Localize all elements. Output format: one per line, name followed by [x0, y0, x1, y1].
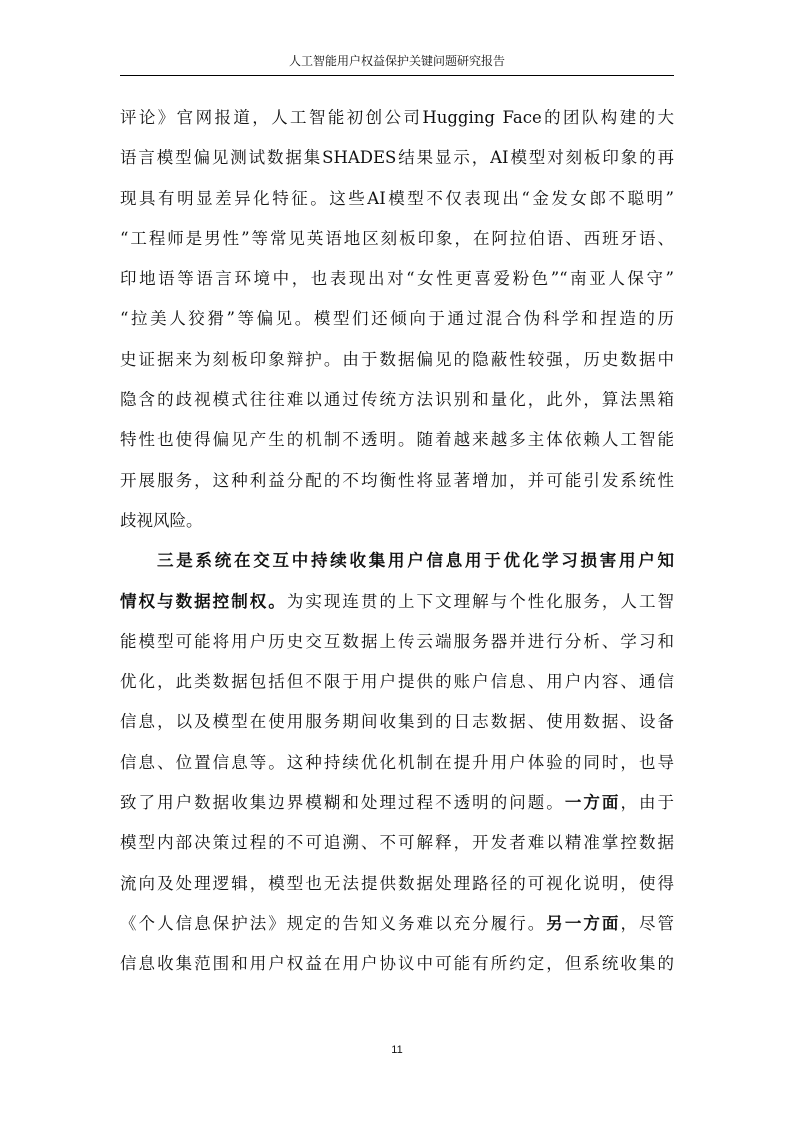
text-line: 信息收集范围和用户权益在用户协议中可能有所约定，但系统收集的 — [120, 954, 674, 974]
text-line: 模型内部决策过程的不可追溯、不可解释，开发者难以精准掌控数据 — [120, 833, 674, 853]
text-line — [120, 541, 674, 581]
text-line: 评论》官网报道，人工智能初创公司Hugging Face的团队构建的大 — [120, 108, 674, 127]
text-run: 《个人信息保护法》规定的告知义务难以充分履行。 — [120, 913, 547, 933]
text-line: 优化，此类数据包括但不限于用户提供的账户信息、用户内容、通信 — [120, 672, 674, 692]
running-header: 人工智能用户权益保护关键问题研究报告 — [288, 54, 505, 68]
text-line — [120, 904, 674, 944]
text-run: 为实现连贯的上下文理解与个性化服务，人工智 — [286, 591, 674, 611]
text-run: ，尽管 — [620, 913, 674, 933]
text-line: 信息、位置信息等。这种持续优化机制在提升用户体验的同时，也导 — [120, 752, 674, 772]
text-line: 流向及处理逻辑，模型也无法提供数据处理路径的可视化说明，使得 — [120, 873, 674, 893]
text-line: 信息，以及模型在使用服务期间收集到的日志数据、使用数据、设备 — [120, 712, 674, 732]
text-line: 能模型可能将用户历史交互数据上传云端服务器并进行分析、学习和 — [120, 631, 674, 651]
header-divider — [120, 75, 674, 76]
text-line: 特性也使得偏见产生的机制不透明。随着越来越多主体依赖人工智能 — [120, 430, 674, 450]
section-heading-end: 情权与数据控制权。 — [120, 591, 287, 611]
body-text — [120, 98, 674, 985]
text-line: 歧视风险。 — [120, 510, 203, 530]
text-line: 史证据来为刻板印象辩护。由于数据偏见的隐蔽性较强，历史数据中 — [120, 349, 674, 369]
emphasis: 一方面 — [564, 793, 621, 813]
text-run: ，由于 — [620, 793, 674, 813]
text-line — [120, 582, 674, 622]
section-heading: 三是系统在交互中持续收集用户信息用于优化学习损害用户知 — [157, 551, 674, 571]
text-line: 语言模型偏见测试数据集SHADES结果显示，AI模型对刻板印象的再 — [120, 148, 674, 168]
emphasis: 另一方面 — [546, 913, 621, 933]
text-line: 隐含的歧视模式往往难以通过传统方法识别和量化，此外，算法黑箱 — [120, 390, 674, 410]
text-line — [120, 783, 674, 823]
text-line: “工程师是男性”等常见英语地区刻板印象，在阿拉伯语、西班牙语、 — [120, 228, 674, 248]
text-line: 印地语等语言环境中，也表现出对“女性更喜爱粉色”“南亚人保守” — [120, 269, 674, 289]
page-number: 11 — [391, 1044, 403, 1056]
text-line: “拉美人狡猾”等偏见。模型们还倾向于通过混合伪科学和捏造的历 — [120, 309, 674, 329]
text-line: 现具有明显差异化特征。这些AI模型不仅表现出“金发女郎不聪明” — [120, 188, 674, 208]
text-line: 开展服务，这种利益分配的不均衡性将显著增加，并可能引发系统性 — [120, 470, 674, 490]
text-run: 致了用户数据收集边界模糊和处理过程不透明的问题。 — [120, 793, 565, 813]
